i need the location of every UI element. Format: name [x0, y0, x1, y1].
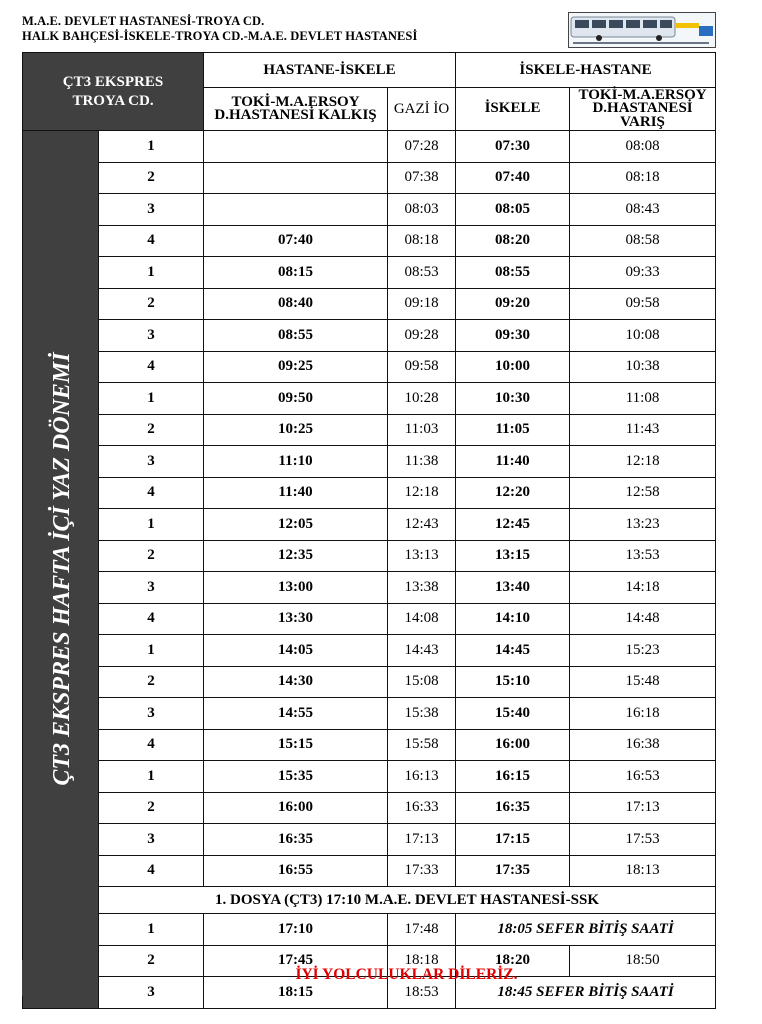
arrival-time: 09:33	[570, 257, 716, 289]
gazi-time: 13:38	[388, 572, 456, 604]
departure-time: 15:35	[204, 761, 388, 793]
note-row	[23, 887, 716, 914]
iskele-time: 14:45	[456, 635, 570, 667]
gazi-time: 17:33	[388, 855, 456, 887]
gazi-time: 08:53	[388, 257, 456, 289]
departure-time: 08:55	[204, 320, 388, 352]
table-row	[23, 414, 716, 446]
group-inbound: İSKELE-HASTANE	[456, 53, 716, 88]
departure-time: 17:45	[204, 945, 388, 977]
departure-time: 11:10	[204, 446, 388, 478]
service-end-note: 18:45 SEFER BİTİŞ SAATİ	[456, 977, 716, 1009]
iskele-time: 11:40	[456, 446, 570, 478]
route-header	[22, 14, 417, 44]
gazi-time: 14:08	[388, 603, 456, 635]
departure-time: 12:35	[204, 540, 388, 572]
trip-number: 1	[99, 257, 204, 289]
iskele-time: 16:00	[456, 729, 570, 761]
col-arrival: TOKİ-M.A.ERSOY D.HASTANESİ VARIŞ	[570, 88, 716, 131]
trip-number: 2	[99, 162, 204, 194]
trip-number: 2	[99, 540, 204, 572]
arrival-time: 08:58	[570, 225, 716, 257]
departure-time: 18:15	[204, 977, 388, 1009]
gazi-time: 08:18	[388, 225, 456, 257]
table-row	[23, 729, 716, 761]
trip-number: 3	[99, 977, 204, 1009]
arrival-time: 08:43	[570, 194, 716, 226]
arrival-time: 15:23	[570, 635, 716, 667]
arrival-time: 09:58	[570, 288, 716, 320]
arrival-time: 18:50	[570, 945, 716, 977]
iskele-time: 13:15	[456, 540, 570, 572]
route-subtitle: HALK BAHÇESİ-İSKELE-TROYA CD.-M.A.E. DEVLET HASTANESİ	[22, 29, 418, 43]
iskele-time: 16:35	[456, 792, 570, 824]
table-row	[23, 446, 716, 478]
line-code: ÇT3 EKSPRES	[62, 73, 164, 90]
trip-number: 3	[99, 698, 204, 730]
arrival-time: 14:48	[570, 603, 716, 635]
arrival-time: 18:13	[570, 855, 716, 887]
departure-time: 17:10	[204, 914, 388, 946]
table-row	[23, 572, 716, 604]
arrival-time: 10:38	[570, 351, 716, 383]
iskele-time: 15:10	[456, 666, 570, 698]
gazi-time: 12:43	[388, 509, 456, 541]
trip-number: 4	[99, 603, 204, 635]
col-departure: TOKİ-M.A.ERSOY D.HASTANESİ KALKIŞ	[204, 88, 388, 131]
gazi-time: 15:58	[388, 729, 456, 761]
table-row	[23, 855, 716, 887]
gazi-time: 17:48	[388, 914, 456, 946]
iskele-time: 09:30	[456, 320, 570, 352]
gazi-time: 07:38	[388, 162, 456, 194]
gazi-time: 11:38	[388, 446, 456, 478]
iskele-time: 07:30	[456, 131, 570, 163]
gazi-time: 14:43	[388, 635, 456, 667]
gazi-time: 17:13	[388, 824, 456, 856]
gazi-time: 11:03	[388, 414, 456, 446]
iskele-time: 08:20	[456, 225, 570, 257]
arrival-time: 12:58	[570, 477, 716, 509]
iskele-time: 12:20	[456, 477, 570, 509]
table-row	[23, 761, 716, 793]
departure-time: 14:05	[204, 635, 388, 667]
table-row	[23, 509, 716, 541]
arrival-time: 17:13	[570, 792, 716, 824]
arrival-time: 15:48	[570, 666, 716, 698]
departure-time	[204, 162, 388, 194]
gazi-time: 16:33	[388, 792, 456, 824]
gazi-time: 12:18	[388, 477, 456, 509]
trip-number: 4	[99, 477, 204, 509]
gazi-time: 13:13	[388, 540, 456, 572]
table-row	[23, 666, 716, 698]
departure-time: 14:55	[204, 698, 388, 730]
departure-time: 13:30	[204, 603, 388, 635]
timetable	[22, 52, 716, 1009]
departure-time	[204, 194, 388, 226]
gazi-time: 09:28	[388, 320, 456, 352]
departure-time: 15:15	[204, 729, 388, 761]
service-end-note: 18:05 SEFER BİTİŞ SAATİ	[456, 914, 716, 946]
gazi-time: 10:28	[388, 383, 456, 415]
departure-time: 13:00	[204, 572, 388, 604]
gazi-time: 09:18	[388, 288, 456, 320]
table-row	[23, 914, 716, 946]
table-row	[23, 288, 716, 320]
iskele-time: 14:10	[456, 603, 570, 635]
line-destination: TROYA CD.	[72, 92, 154, 109]
iskele-time: 10:30	[456, 383, 570, 415]
arrival-time: 13:23	[570, 509, 716, 541]
trip-number: 3	[99, 320, 204, 352]
gazi-time: 18:53	[388, 977, 456, 1009]
table-row	[23, 162, 716, 194]
table-row	[23, 131, 716, 163]
trip-number: 1	[99, 761, 204, 793]
arrival-time: 10:08	[570, 320, 716, 352]
departure-time: 14:30	[204, 666, 388, 698]
note-text: 1. DOSYA (ÇT3) 17:10 M.A.E. DEVLET HASTANESİ-SSK	[99, 887, 716, 914]
col-gazi: GAZİ İO	[388, 88, 456, 131]
iskele-time: 17:35	[456, 855, 570, 887]
trip-number: 3	[99, 572, 204, 604]
iskele-time: 13:40	[456, 572, 570, 604]
iskele-time: 18:20	[456, 945, 570, 977]
trip-number: 4	[99, 351, 204, 383]
side-label: ÇT3 EKSPRES HAFTA İÇİ YAZ DÖNEMİ	[48, 352, 75, 786]
departure-time: 08:15	[204, 257, 388, 289]
arrival-time: 11:08	[570, 383, 716, 415]
departure-time: 16:35	[204, 824, 388, 856]
arrival-time: 16:38	[570, 729, 716, 761]
trip-number: 2	[99, 945, 204, 977]
trip-number: 4	[99, 729, 204, 761]
footer-message: İYİ YOLCULUKLAR DİLERİZ.	[295, 966, 518, 983]
arrival-time: 16:18	[570, 698, 716, 730]
group-outbound: HASTANE-İSKELE	[204, 53, 456, 88]
iskele-time: 12:45	[456, 509, 570, 541]
bus-icon	[568, 12, 716, 48]
table-row	[23, 824, 716, 856]
table-row	[23, 603, 716, 635]
trip-number: 3	[99, 824, 204, 856]
arrival-time: 13:53	[570, 540, 716, 572]
arrival-time: 08:08	[570, 131, 716, 163]
arrival-time: 14:18	[570, 572, 716, 604]
iskele-time: 09:20	[456, 288, 570, 320]
trip-number: 1	[99, 914, 204, 946]
departure-time: 09:50	[204, 383, 388, 415]
gazi-time: 15:08	[388, 666, 456, 698]
trip-number: 1	[99, 131, 204, 163]
trip-number: 2	[99, 414, 204, 446]
trip-number: 1	[99, 635, 204, 667]
trip-number: 2	[99, 666, 204, 698]
table-row	[23, 320, 716, 352]
gazi-time: 18:18	[388, 945, 456, 977]
departure-time: 16:55	[204, 855, 388, 887]
iskele-time: 11:05	[456, 414, 570, 446]
arrival-time: 16:53	[570, 761, 716, 793]
iskele-time: 15:40	[456, 698, 570, 730]
gazi-time: 07:28	[388, 131, 456, 163]
table-row	[23, 792, 716, 824]
trip-number: 2	[99, 288, 204, 320]
trip-number: 2	[99, 792, 204, 824]
iskele-time: 07:40	[456, 162, 570, 194]
route-title: M.A.E. DEVLET HASTANESİ-TROYA CD.	[22, 14, 265, 28]
iskele-time: 17:15	[456, 824, 570, 856]
table-row	[23, 351, 716, 383]
table-row	[23, 383, 716, 415]
arrival-time: 08:18	[570, 162, 716, 194]
iskele-time: 16:15	[456, 761, 570, 793]
table-row	[23, 698, 716, 730]
table-row	[23, 635, 716, 667]
table-row	[23, 257, 716, 289]
departure-time: 10:25	[204, 414, 388, 446]
iskele-time: 10:00	[456, 351, 570, 383]
table-row	[23, 477, 716, 509]
trip-number: 4	[99, 225, 204, 257]
departure-time: 11:40	[204, 477, 388, 509]
table-row	[23, 225, 716, 257]
gazi-time: 08:03	[388, 194, 456, 226]
side-label-cell	[23, 131, 99, 1009]
departure-time	[204, 131, 388, 163]
gazi-time: 16:13	[388, 761, 456, 793]
line-label-cell	[23, 53, 204, 131]
trip-number: 3	[99, 446, 204, 478]
departure-time: 09:25	[204, 351, 388, 383]
arrival-time: 17:53	[570, 824, 716, 856]
trip-number: 1	[99, 383, 204, 415]
departure-time: 12:05	[204, 509, 388, 541]
gazi-time: 09:58	[388, 351, 456, 383]
arrival-time: 11:43	[570, 414, 716, 446]
trip-number: 4	[99, 855, 204, 887]
col-iskele: İSKELE	[456, 88, 570, 131]
trip-number: 3	[99, 194, 204, 226]
departure-time: 07:40	[204, 225, 388, 257]
departure-time: 16:00	[204, 792, 388, 824]
trip-number: 1	[99, 509, 204, 541]
arrival-time: 12:18	[570, 446, 716, 478]
iskele-time: 08:55	[456, 257, 570, 289]
side-band-foot	[22, 960, 98, 996]
table-row	[23, 194, 716, 226]
iskele-time: 08:05	[456, 194, 570, 226]
gazi-time: 15:38	[388, 698, 456, 730]
table-row	[23, 540, 716, 572]
departure-time: 08:40	[204, 288, 388, 320]
